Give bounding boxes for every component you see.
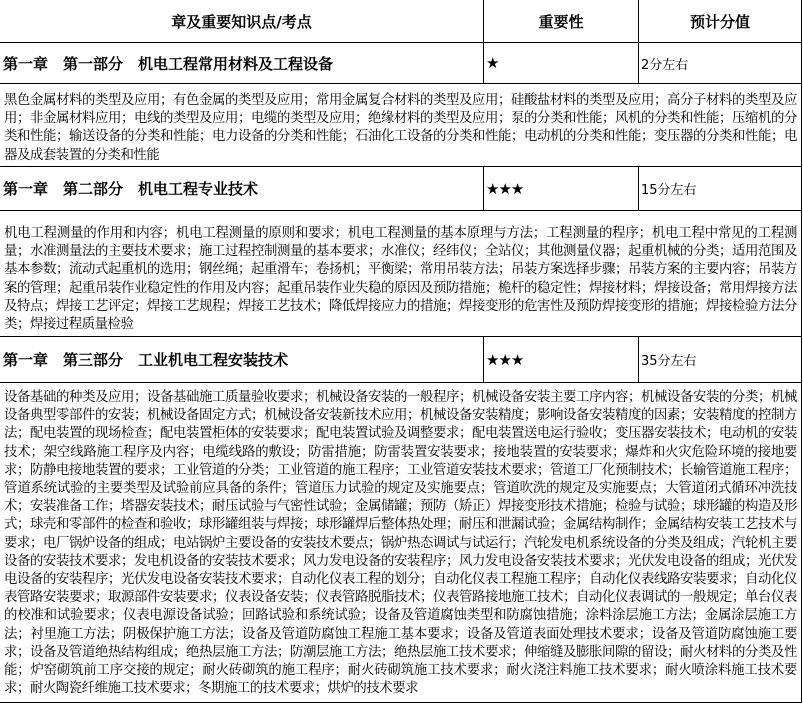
knowledge-points-text: 黑色金属材料的类型及应用；有色金属的类型及应用；常用金属复合材料的类型及应用；硅酸盐材料的类型及应用；高分子材料的类型及应用；非金属材料应用；电线的类型及应用；电缆的类型及应用；绝缘材料的类型及应用；泵的分类和性能；风机的分类和性能；压缩机的分类和性能；输送设备的分类和性能；电力设备的分类和性能；石油化工设备的分类和性能；电动机的分类和性能；变压器的分类和性能；电器及成套装置的分类和性能 xyxy=(4,93,797,163)
section-title: 第一章 第一部分 机电工程常用材料及工程设备 xyxy=(3,54,334,73)
section-title-cell xyxy=(0,43,484,83)
importance-cell xyxy=(484,43,639,83)
section-title-cell xyxy=(0,337,484,382)
estimated-score: 2分左右 xyxy=(641,57,689,73)
knowledge-points-text: 机电工程测量的作用和内容；机电工程测量的原则和要求；机电工程测量的基本原理与方法；工程测量的程序；机电工程中常见的工程测量；水准测量法的主要技术要求；施工过程控制测量的基本要求；水准仪；经纬仪；全站仪；其他测量仪器；起重机械的分类；适用范围及基本参数；流动式起重机的选用；钢丝绳；起重滑车；卷扬机；平衡梁；常用吊装方法；吊装方案选择步骤；吊装方案的主要内容；吊装方案的管理；起重吊装作业稳定性的作用及内容；起重吊装作业失稳的原因及预防措施；桅杆的稳定性；焊接材料；焊接设备；常用焊接方法及特点；焊接工艺评定；焊接工艺规程；焊接工艺技术；降低焊接应力的措施；焊接变形的危害性及预防焊接变形的措施；焊接检验方法分类；焊接过程质量检验 xyxy=(4,226,797,333)
section-content-3 xyxy=(0,383,801,703)
header-topic: 章及重要知识点/考点 xyxy=(0,0,484,42)
section-row-2 xyxy=(0,167,801,211)
section-title: 第一章 第三部分 工业机电工程安装技术 xyxy=(3,351,289,369)
section-title: 第一章 第二部分 机电工程专业技术 xyxy=(3,180,259,198)
star-rating-icon: ★★★ xyxy=(486,350,524,369)
score-cell xyxy=(639,337,801,382)
table-header-row xyxy=(0,0,801,43)
section-content-2 xyxy=(0,211,801,337)
importance-cell xyxy=(484,167,639,210)
knowledge-points-text: 设备基础的种类及应用；设备基础施工质量验收要求；机械设备安装的一般程序；机械设备安装主要工序内容；机械设备安装的分类；机械设备典型零部件的安装；机械设备固定方式；机械设备安装新技术应用；机械设备安装精度；影响设备安装精度的因素；安装精度的控制方法；配电装置的现场检查；配电装置柜体的安装要求；配电装置试验及调整要求；配电装置送电运行验收；变压器安装技术；电动机的安装技术；架空线路施工程序及内容；电缆线路的敷设；防雷措施；防雷装置安装要求；接地装置的安装要求；爆炸和火灾危险环境的接地要求；防静电接地装置的要求；工业管道的分类；工业管道的施工程序；工业管道安装技术要求；管道工厂化预制技术；长输管道施工程序；管道系统试验的主要类型及试验前应具备的条件；管道压力试验的规定及实施要点；管道吹洗的规定及实施要点；大管道闭式循环冲洗技术；安装准备工作；塔器安装技术；耐压试验与气密性试验；金属储罐；预防（矫正）焊接变形技术措施；检验与试验；球形罐的构造及形式；球壳和零部件的检查和验收；球形罐组装与焊接；球形罐焊后整体热处理；耐压和泄漏试验；金属结构制作；金属结构安装工艺技术与要求；电厂锅炉设备的组成；电站锅炉主要设备的安装技术要点；锅炉热态调试与试运行；汽轮发电机系统设备的分类及组成；汽轮机主要设备的安装技术要求；发电机设备的安装技术要求；风力发电设备的安装程序；风力发电设备安装技术要求；光伏发电设备的组成；光伏发电设备的安装程序；光伏发电设备安装技术要求；自动化仪表工程的划分；自动化仪表工程施工程序；自动化仪表线路安装要求；自动化仪表管路安装要求；取源部件安装要求；仪表设备安装；仪表管路脱脂技术；仪表管路接地施工技术；自动化仪表调试的一般规定；单台仪表的校准和试验要求；仪表电源设备试验；回路试验和系统试验；设备及管道腐蚀类型和防腐蚀措施；涂料涂层施工方法；金属涂层施工方法；衬里施工方法；阴极保护施工方法；设备及管道防腐蚀工程施工基本要求；设备及管道表面处理技术要求；设备及管道防腐蚀施工要求；设备及管道绝热结构组成；绝热层施工方法；防潮层施工方法；绝热层施工技术要求；伸缩缝及膨胀间隙的留设；耐火材料的分类及性能；炉窑砌筑前工序交接的规定；耐火砖砌筑的施工程序；耐火砖砌筑施工技术要求；耐火浇注料施工技术要求；耐火喷涂料施工技术要求；耐火陶瓷纤维施工技术要求；冬期施工的技术要求；烘炉的技术要求 xyxy=(4,390,797,697)
section-content-1 xyxy=(0,84,801,167)
section-title-cell xyxy=(0,167,484,210)
estimated-score: 35分左右 xyxy=(641,354,697,369)
estimated-score: 15分左右 xyxy=(641,183,697,198)
score-cell xyxy=(639,43,801,83)
score-cell xyxy=(639,167,801,210)
section-row-1 xyxy=(0,43,801,84)
importance-cell xyxy=(484,337,639,382)
star-rating-icon: ★ xyxy=(486,54,499,72)
header-score: 预计分值 xyxy=(689,12,750,31)
star-rating-icon: ★★★ xyxy=(486,179,524,198)
section-row-3 xyxy=(0,337,801,383)
header-importance: 重要性 xyxy=(484,0,639,42)
